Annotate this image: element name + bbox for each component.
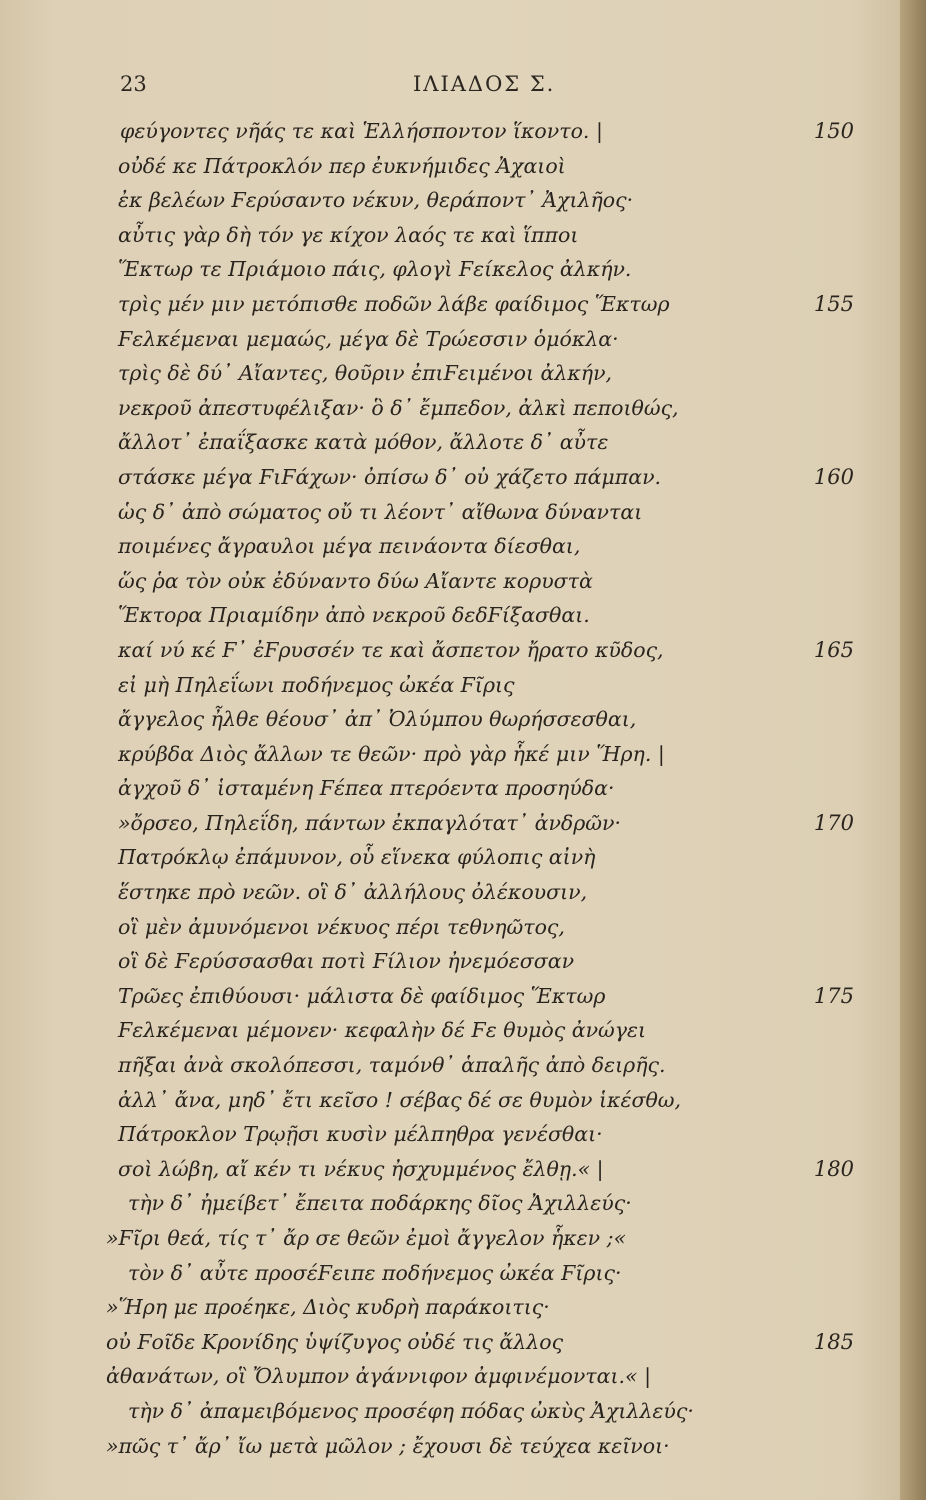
verse-text: στάσκε μέγα ϜιϜάχων· ὀπίσω δ᾿ οὐ χάζετο πάμπαν. [118, 464, 662, 489]
verse-line [0, 495, 900, 530]
verse-line [0, 1186, 900, 1221]
page-number: 23 [120, 72, 147, 96]
verse-line [0, 1013, 900, 1048]
verse-line [0, 425, 900, 460]
verse-text: Ϝελκέμεναι μέμονεν· κεφαλὴν δέ Ϝε θυμὸς ἀνώγει [118, 1018, 647, 1043]
verse-text: τὴν δ᾿ ἀπαμειβόμενος προσέφη πόδας ὠκὺς Ἀχιλλεύς· [128, 1398, 694, 1423]
verse-text: τὴν δ᾿ ἠμείβετ᾿ ἔπειτα ποδάρκης δῖος Ἀχιλλεύς· [128, 1191, 632, 1216]
verse-line [0, 356, 900, 391]
verse-line [0, 114, 900, 149]
verse-line [0, 875, 900, 910]
verse-line [0, 633, 900, 668]
verse-text: Ἕκτορα Πριαμίδην ἀπὸ νεκροῦ δεδϜίξασθαι. [118, 603, 590, 628]
verse-lines [0, 114, 900, 1463]
verse-text: Πάτροκλον Τρῳῇσι κυσὶν μέλπηθρα γενέσθαι· [118, 1122, 603, 1147]
verse-text: Ἕκτωρ τε Πριάμοιο πάις, φλογὶ Ϝείκελος ἀλκήν. [118, 257, 632, 282]
verse-line [0, 1221, 900, 1256]
verse-line [0, 1429, 900, 1464]
verse-text: καί νύ κέ Ϝ᾿ ἐϜρυσσέν τε καὶ ἄσπετον ἤρατο κῦδος, [118, 637, 664, 662]
verse-line [0, 840, 900, 875]
verse-text: ἄγγελος ἦλθε θέουσ᾿ ἀπ᾿ Ὀλύμπου θωρήσσεσθαι, [118, 707, 637, 732]
verse-line [0, 391, 900, 426]
page-binding-edge [900, 0, 926, 1500]
verse-text: οἳ δὲ Ϝερύσσασθαι ποτὶ Ϝίλιον ἠνεμόεσσαν [118, 949, 575, 974]
verse-line [0, 183, 900, 218]
verse-line [0, 806, 900, 841]
verse-text: »Ἥρη με προέηκε, Διὸς κυδρὴ παράκοιτις· [106, 1295, 550, 1320]
verse-line [0, 771, 900, 806]
verse-text: ὥς ῥα τὸν οὐκ ἐδύναντο δύω Αἴαντε κορυστὰ [118, 568, 593, 593]
verse-text: »πῶς τ᾿ ἄρ᾿ ἴω μετὰ μῶλον ; ἔχουσι δὲ τεύχεα κεῖνοι· [106, 1433, 670, 1458]
verse-text: ἀλλ᾿ ἄνα, μηδ᾿ ἔτι κεῖσο ! σέβας δέ σε θυμὸν ἱκέσθω, [118, 1087, 682, 1112]
verse-text: κρύβδα Διὸς ἄλλων τε θεῶν· πρὸ γὰρ ἧκέ μιν Ἥρη. | [118, 741, 665, 766]
verse-text: ἕστηκε πρὸ νεῶν. οἳ δ᾿ ἀλλήλους ὀλέκουσιν, [118, 880, 588, 905]
verse-text: Πατρόκλῳ ἐπάμυνον, οὗ εἵνεκα φύλοπις αἰνὴ [118, 845, 596, 870]
verse-text: εἰ μὴ Πηλεΐωνι ποδήνεμος ὠκέα Ϝῖρις [118, 672, 515, 697]
verse-text: »ὄρσεο, Πηλεΐδη, πάντων ἐκπαγλότατ᾿ ἀνδρῶν· [118, 810, 622, 835]
line-number: 170 [813, 810, 854, 835]
verse-line [0, 737, 900, 772]
verse-line [0, 1325, 900, 1360]
verse-line [0, 944, 900, 979]
verse-text: σοὶ λώβη, αἴ κέν τι νέκυς ἠσχυμμένος ἔλθῃ.« | [118, 1156, 604, 1181]
verse-text: πῆξαι ἀνὰ σκολόπεσσι, ταμόνθ᾿ ἁπαλῆς ἀπὸ δειρῆς. [118, 1053, 666, 1078]
verse-text: οὐδέ κε Πάτροκλόν περ ἐυκνήμιδες Ἀχαιοὶ [118, 153, 566, 178]
verse-line [0, 149, 900, 184]
verse-text: ὡς δ᾿ ἀπὸ σώματος οὔ τι λέοντ᾿ αἴθωνα δύνανται [118, 499, 643, 524]
running-head: ΙΛΙΑΔΟΣ Σ. [413, 72, 556, 96]
line-number: 155 [813, 291, 854, 316]
verse-text: φεύγοντες νῆάς τε καὶ Ἑλλήσποντον ἵκοντο. | [120, 119, 603, 143]
verse-text: ποιμένες ἄγραυλοι μέγα πεινάοντα δίεσθαι, [118, 534, 581, 559]
line-number: 160 [813, 464, 854, 489]
verse-line [0, 979, 900, 1014]
line-number: 185 [813, 1329, 854, 1354]
verse-line [0, 598, 900, 633]
verse-line [0, 668, 900, 703]
verse-line [0, 218, 900, 253]
line-number: 180 [813, 1156, 854, 1181]
verse-line [0, 1083, 900, 1118]
verse-line [0, 322, 900, 357]
verse-line [0, 1152, 900, 1187]
verse-text: οὐ Ϝοῖδε Κρονίδης ὑψίζυγος οὐδέ τις ἄλλος [106, 1329, 564, 1354]
line-number: 165 [813, 637, 854, 662]
verse-text: αὖτις γὰρ δὴ τόν γε κίχον λαός τε καὶ ἵπποι [118, 222, 579, 247]
line-number: 175 [813, 983, 854, 1008]
verse-line [0, 1394, 900, 1429]
verse-text: τὸν δ᾿ αὖτε προσέϜειπε ποδήνεμος ὠκέα Ϝῖρις· [128, 1260, 622, 1285]
verse-line [0, 1290, 900, 1325]
verse-text: νεκροῦ ἀπεστυφέλιξαν· ὃ δ᾿ ἔμπεδον, ἀλκὶ πεποιθώς, [118, 395, 679, 420]
verse-line [0, 910, 900, 945]
verse-line [0, 287, 900, 322]
verse-line [0, 1048, 900, 1083]
verse-text: ἄλλοτ᾿ ἐπαΐξασκε κατὰ μόθον, ἄλλοτε δ᾿ αὖτε [118, 430, 609, 455]
verse-text: »Ϝῖρι θεά, τίς τ᾿ ἄρ σε θεῶν ἐμοὶ ἄγγελον ἧκεν ;« [106, 1226, 627, 1250]
verse-text: τρὶς μέν μιν μετόπισθε ποδῶν λάβε φαίδιμος Ἕκτωρ [118, 291, 670, 316]
verse-text: τρὶς δὲ δύ᾿ Αἴαντες, θοῦριν ἐπιϜειμένοι ἀλκήν, [118, 361, 613, 386]
verse-line [0, 460, 900, 495]
verse-text: οἳ μὲν ἀμυνόμενοι νέκυος πέρι τεθνηῶτος, [118, 914, 565, 939]
verse-line [0, 1117, 900, 1152]
verse-line [0, 529, 900, 564]
verse-line [0, 1359, 900, 1394]
verse-text: Ϝελκέμεναι μεμαώς, μέγα δὲ Τρώεσσιν ὁμόκλα· [118, 326, 619, 351]
verse-text: ἀθανάτων, οἳ Ὄλυμπον ἀγάννιφον ἀμφινέμονται.« | [106, 1364, 651, 1389]
verse-text: ἀγχοῦ δ᾿ ἱσταμένη Ϝέπεα πτερόεντα προσηύδα· [118, 776, 615, 801]
line-number: 150 [813, 119, 854, 143]
verse-line [0, 1256, 900, 1291]
verse-text: ἐκ βελέων Ϝερύσαντο νέκυν, θεράποντ᾿ Ἀχιλῆος· [118, 188, 634, 213]
verse-text: Τρῶες ἐπιθύουσι· μάλιστα δὲ φαίδιμος Ἕκτωρ [118, 983, 606, 1008]
verse-line [0, 564, 900, 599]
verse-line [0, 702, 900, 737]
verse-line [0, 252, 900, 287]
